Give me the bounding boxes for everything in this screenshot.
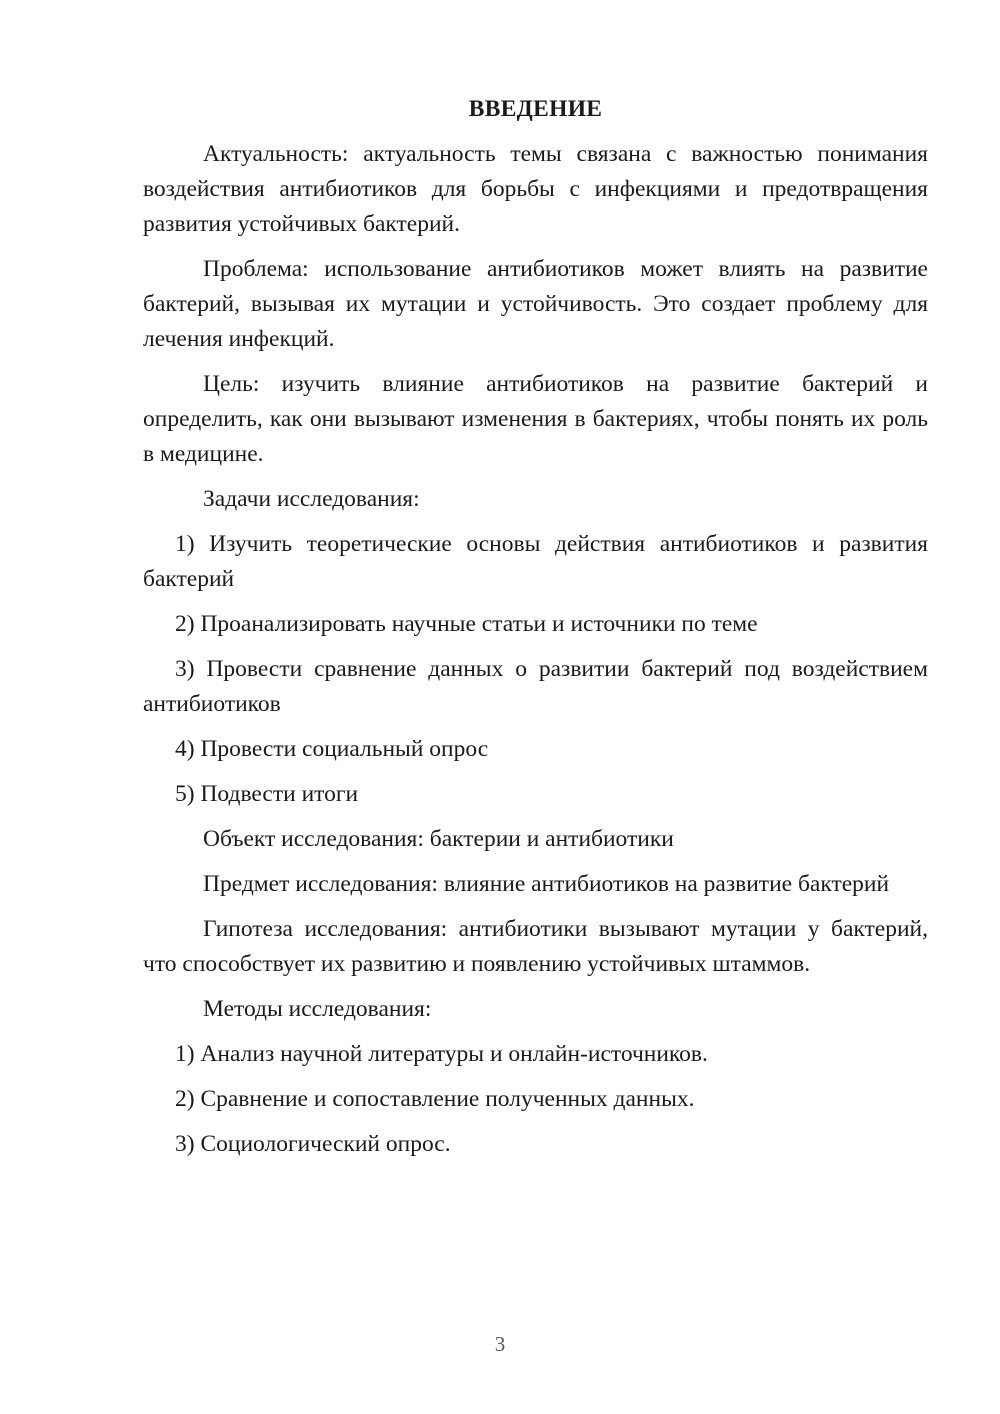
hypothesis-paragraph: Гипотеза исследования: антибиотики вызывают мутации у бактерий, что способствует их развитию и появлению устойчивых штаммов. [143,916,928,977]
task-item-2: 2) Проанализировать научные статьи и источники по теме [175,611,758,637]
tasks-heading: Задачи исследования: [203,486,420,512]
task-item-4: 4) Провести социальный опрос [175,736,489,762]
page-number: 3 [494,1332,506,1356]
method-item-3: 3) Социологический опрос. [175,1131,451,1157]
object-paragraph: Объект исследования: бактерии и антибиотики [203,826,674,852]
methods-heading: Методы исследования: [203,996,432,1022]
subject-paragraph: Предмет исследования: влияние антибиотиков на развитие бактерий [203,871,890,897]
task-item-1: 1) Изучить теоретические основы действия антибиотиков и развития бактерий [143,531,928,592]
page-content [143,92,928,1172]
method-item-2: 2) Сравнение и сопоставление полученных данных. [175,1086,695,1112]
problem-paragraph: Проблема: использование антибиотиков может влиять на развитие бактерий, вызывая их мутации и устойчивость. Это создает проблему для лечения инфекций. [143,256,928,352]
relevance-paragraph: Актуальность: актуальность темы связана с важностью понимания воздействия антибиотиков для борьбы с инфекциями и предотвращения развития устойчивых бактерий. [143,141,928,237]
task-item-5: 5) Подвести итоги [175,781,359,807]
page-title: ВВЕДЕНИЕ [468,96,603,122]
goal-paragraph: Цель: изучить влияние антибиотиков на развитие бактерий и определить, как они вызывают изменения в бактериях, чтобы понять их роль в медицине. [143,371,928,467]
method-item-1: 1) Анализ научной литературы и онлайн-источников. [175,1041,708,1067]
task-item-3: 3) Провести сравнение данных о развитии бактерий под воздействием антибиотиков [143,656,928,717]
